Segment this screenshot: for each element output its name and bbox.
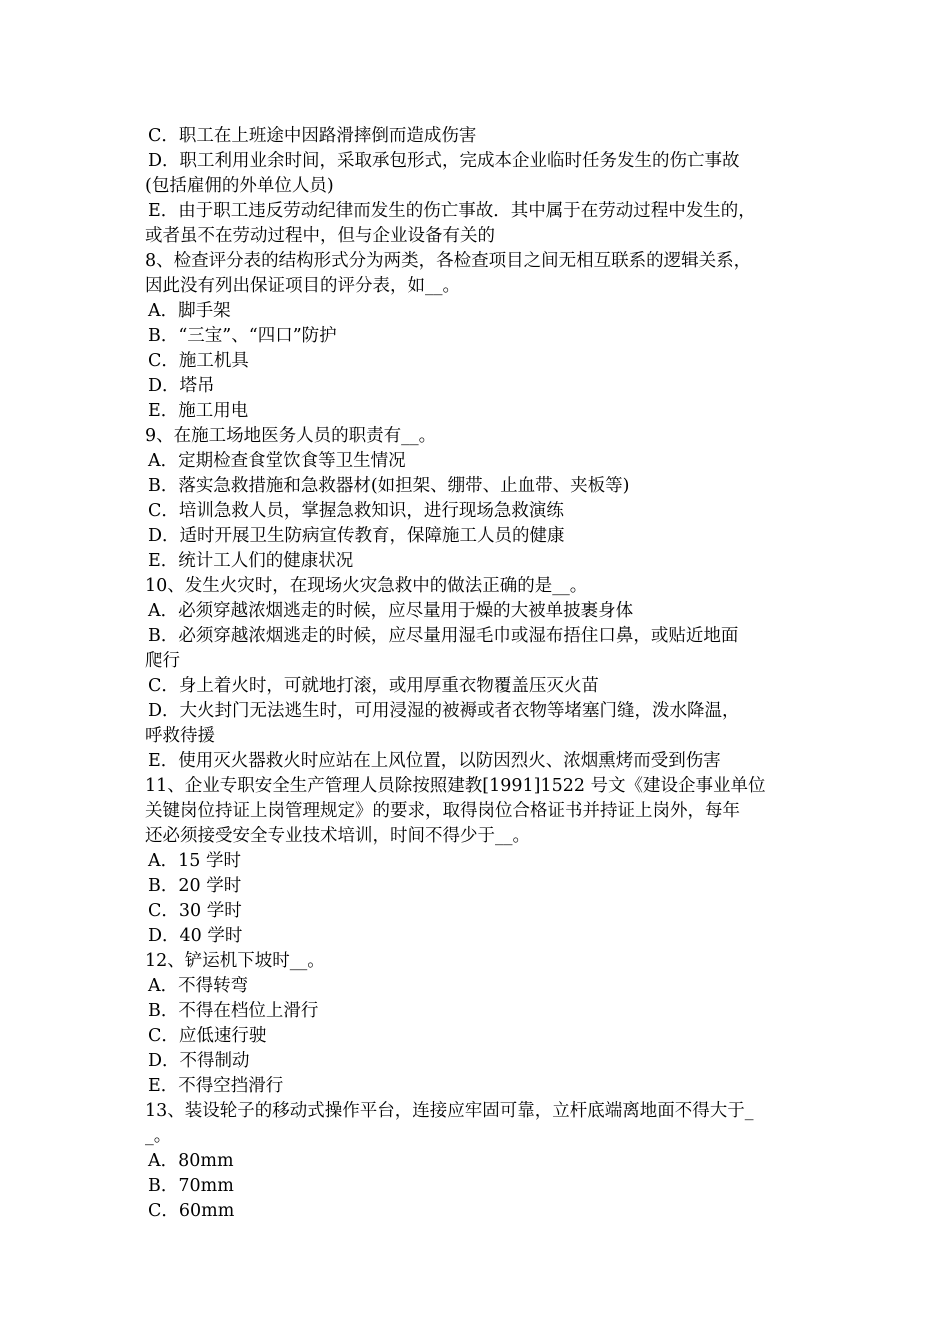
answer-option-line: D．适时开展卫生防病宣传教育，保障施工人员的健康 [148,526,565,546]
answer-option-line: B．不得在档位上滑行 [148,1001,319,1021]
answer-option-line: B．落实急救措施和急救器材(如担架、绷带、止血带、夹板等) [148,476,630,496]
question-line: 13、装设轮子的移动式操作平台，连接应牢固可靠，立杆底端离地面不得大于_ [145,1101,754,1121]
text-continuation-line: (包括雇佣的外单位人员) [145,176,334,196]
text-continuation-line: 还必须接受安全专业技术培训，时间不得少于__。 [145,826,530,846]
text-continuation-line: 或者虽不在劳动过程中，但与企业设备有关的 [145,226,495,246]
answer-option-line: B．70mm [148,1176,234,1196]
answer-option-line: E．不得空挡滑行 [148,1076,284,1096]
answer-option-line: A．15 学时 [148,851,241,871]
answer-option-line: A．必须穿越浓烟逃走的时候，应尽量用于燥的大被单披裹身体 [148,601,634,621]
answer-option-line: D．40 学时 [148,926,243,946]
answer-option-line: C．应低速行驶 [148,1026,267,1046]
answer-option-line: C．60mm [148,1201,235,1221]
answer-option-line: C．施工机具 [148,351,249,371]
question-line: 11、企业专职安全生产管理人员除按照建教[1991]1522 号文《建设企事业单位 [145,776,766,796]
text-continuation-line: 关键岗位持证上岗管理规定》的要求，取得岗位合格证书并持证上岗外，每年 [145,801,740,821]
answer-option-line: C．职工在上班途中因路滑摔倒而造成伤害 [148,126,477,146]
document-page [145,124,815,1224]
question-line: 12、铲运机下坡时__。 [145,951,325,971]
answer-option-line: A．定期检查食堂饮食等卫生情况 [148,451,406,471]
text-continuation-line: _。 [145,1126,172,1146]
answer-option-line: D．塔吊 [148,376,215,396]
text-continuation-line: 爬行 [145,651,180,671]
question-line: 8、检查评分表的结构形式分为两类，各检查项目之间无相互联系的逻辑关系， [145,251,752,271]
answer-option-line: B．必须穿越浓烟逃走的时候，应尽量用湿毛巾或湿布捂住口鼻，或贴近地面 [148,626,739,646]
answer-option-line: D．不得制动 [148,1051,250,1071]
text-continuation-line: 因此没有列出保证项目的评分表，如__。 [145,276,460,296]
question-line: 10、发生火灾时，在现场火灾急救中的做法正确的是__。 [145,576,588,596]
answer-option-line: C．30 学时 [148,901,242,921]
answer-option-line: E．由于职工违反劳动纪律而发生的伤亡事故．其中属于在劳动过程中发生的， [148,201,756,221]
answer-option-line: A．脚手架 [148,301,231,321]
answer-option-line: B．20 学时 [148,876,242,896]
answer-option-line: C．培训急救人员，掌握急救知识，进行现场急救演练 [148,501,564,521]
answer-option-line: D．大火封门无法逃生时，可用浸湿的被褥或者衣物等堵塞门缝，泼水降温， [148,701,740,721]
answer-option-line: E．统计工人们的健康状况 [148,551,354,571]
answer-option-line: E．施工用电 [148,401,249,421]
answer-option-line: D．职工利用业余时间，采取承包形式，完成本企业临时任务发生的伤亡事故 [148,151,740,171]
answer-option-line: A．80mm [148,1151,234,1171]
answer-option-line: A．不得转弯 [148,976,249,996]
answer-option-line: E．使用灭火器救火时应站在上风位置，以防因烈火、浓烟熏烤而受到伤害 [148,751,721,771]
question-line: 9、在施工场地医务人员的职责有__。 [145,426,437,446]
text-continuation-line: 呼救待援 [145,726,215,746]
answer-option-line: B．“三宝”、“四口”防护 [148,326,337,346]
answer-option-line: C．身上着火时，可就地打滚，或用厚重衣物覆盖压灭火苗 [148,676,599,696]
